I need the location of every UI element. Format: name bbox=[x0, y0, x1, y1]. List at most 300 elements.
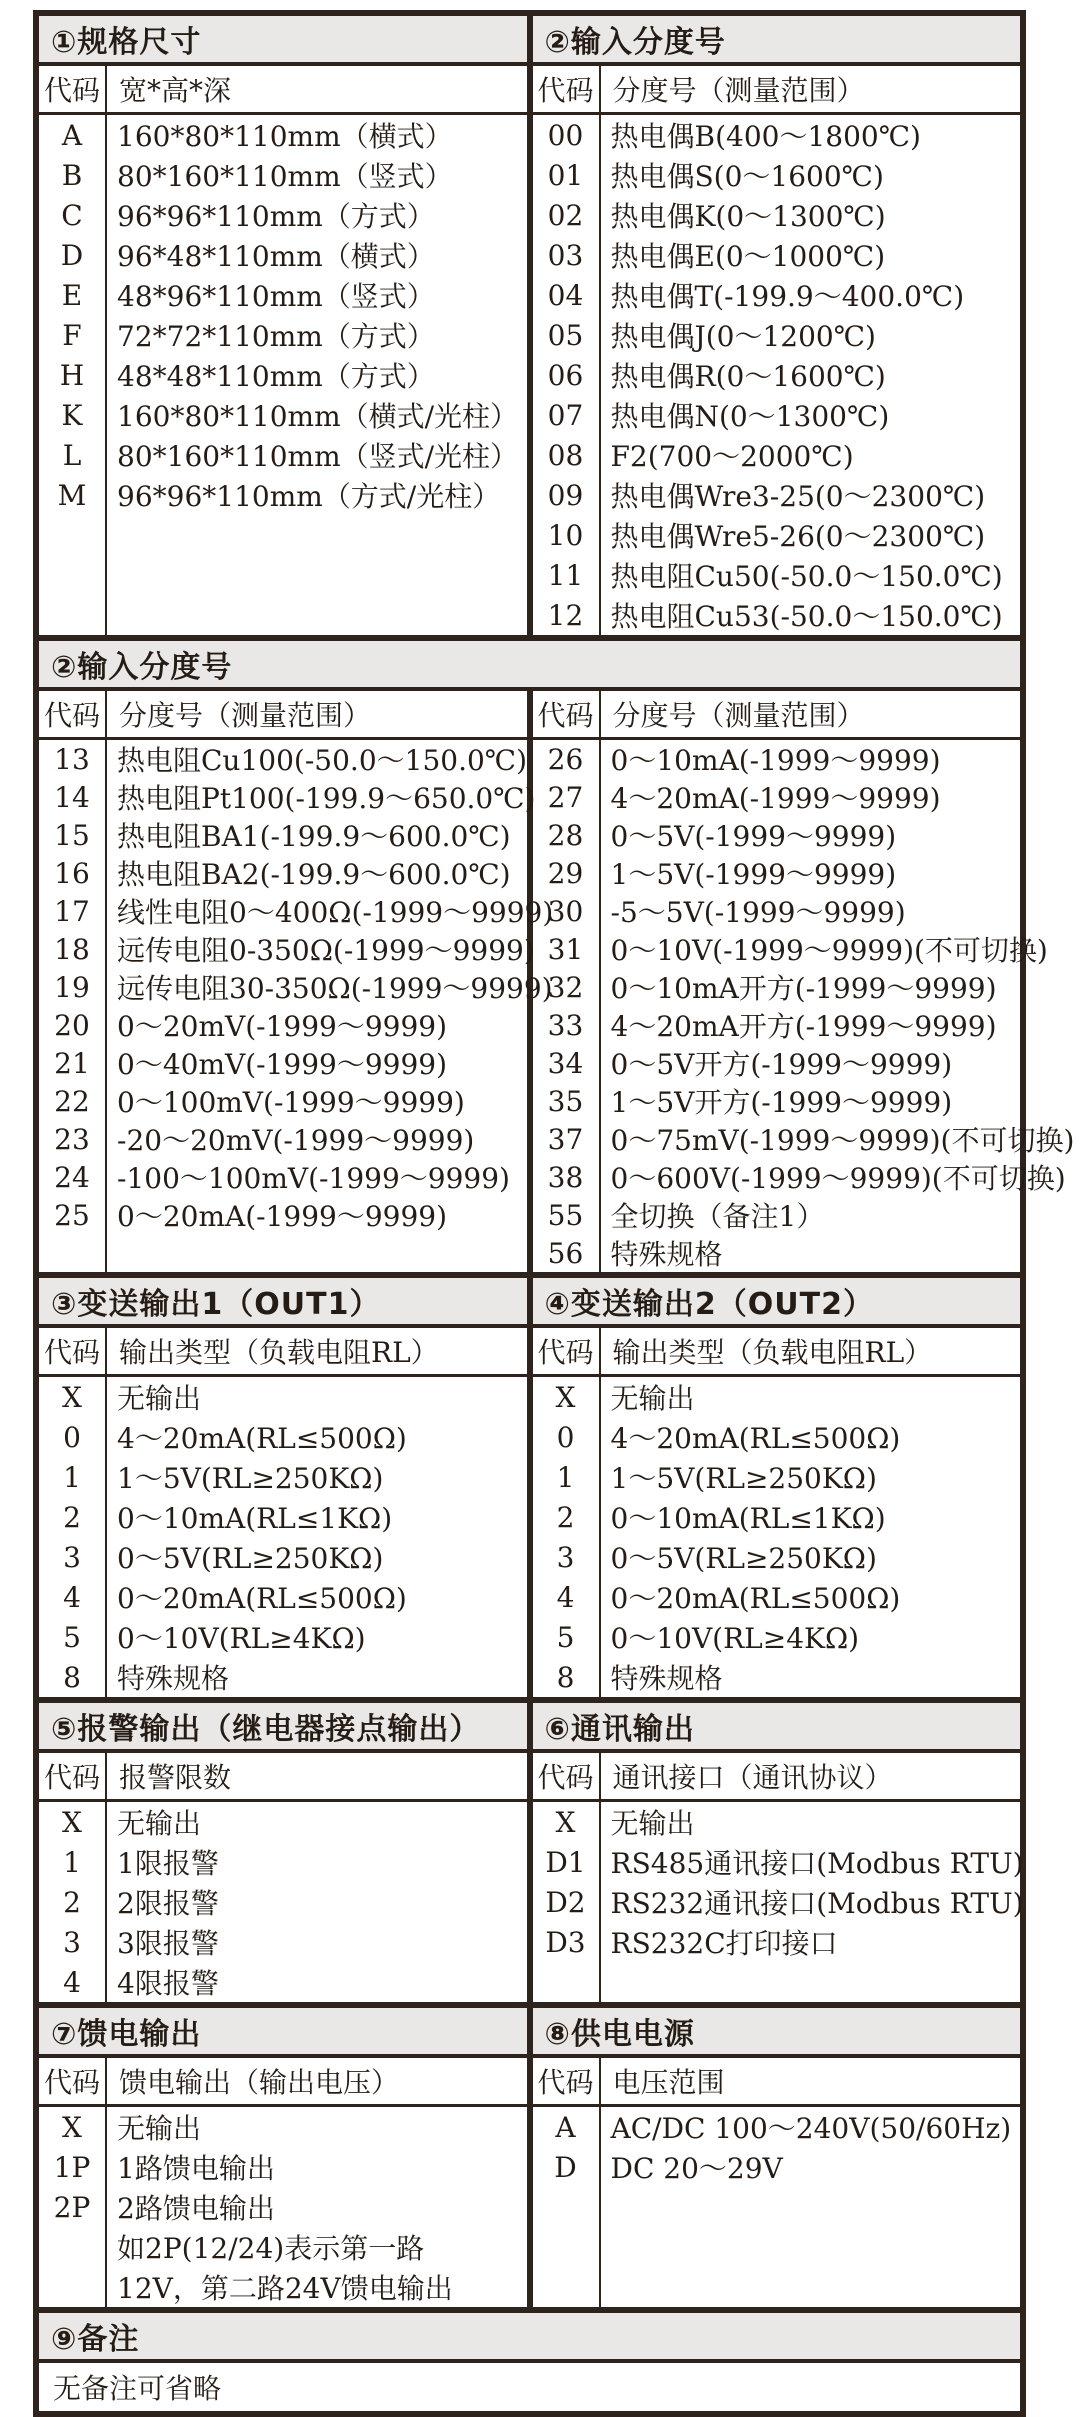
code-cell: 56 bbox=[547, 1236, 584, 1270]
table-row bbox=[39, 1457, 527, 1497]
column-header-row bbox=[39, 691, 527, 740]
section-spec bbox=[39, 16, 527, 635]
desc-cell: 热电偶J(0～1200℃) bbox=[610, 320, 876, 353]
code-cell: 1P bbox=[53, 2150, 91, 2184]
code-cell: 20 bbox=[54, 1008, 90, 1042]
code-cell: 33 bbox=[547, 1008, 584, 1042]
code-column-header: 代码 bbox=[533, 66, 601, 112]
section-input-part1 bbox=[527, 16, 1021, 635]
section-title-comm: ⑥通讯输出 bbox=[533, 1703, 1021, 1753]
table-row bbox=[39, 435, 527, 475]
table-row bbox=[533, 1196, 1021, 1234]
desc-cell: 0～10mA(RL≤1KΩ) bbox=[610, 1502, 886, 1535]
section-title-input1: ②输入分度号 bbox=[533, 16, 1021, 66]
column-header-row bbox=[39, 1753, 527, 1802]
table-row bbox=[39, 235, 527, 275]
desc-cell: 12V，第二路24V馈电输出 bbox=[117, 2272, 453, 2305]
code-cell: 17 bbox=[54, 894, 90, 928]
column-header-row bbox=[533, 2058, 1021, 2107]
table-row bbox=[533, 816, 1021, 854]
section-alarm bbox=[39, 1703, 527, 2002]
code-cell: 31 bbox=[547, 932, 584, 966]
section-feed bbox=[39, 2008, 527, 2307]
code-cell: 2 bbox=[63, 1500, 81, 1534]
column-header-row bbox=[39, 2058, 527, 2107]
code-cell: 13 bbox=[54, 742, 90, 776]
code-cell: 35 bbox=[547, 1084, 584, 1118]
code-cell: 29 bbox=[547, 856, 584, 890]
desc-cell: 0～5V开方(-1999～9999) bbox=[610, 1048, 953, 1081]
desc-cell: 全切换（备注1） bbox=[610, 1200, 825, 1233]
desc-cell: 0～20mV(-1999～9999) bbox=[117, 1010, 448, 1043]
table-row bbox=[39, 1417, 527, 1457]
note-text: 无备注可省略 bbox=[53, 2372, 222, 2405]
code-cell: 28 bbox=[547, 818, 584, 852]
table-row bbox=[39, 740, 527, 778]
table-row bbox=[39, 115, 527, 155]
code-column-header: 代码 bbox=[39, 2058, 107, 2104]
table-row bbox=[39, 1577, 527, 1617]
desc-cell: 4限报警 bbox=[117, 1967, 219, 2000]
desc-cell: 热电阻BA2(-199.9～600.0℃) bbox=[117, 858, 511, 891]
table-row bbox=[533, 1120, 1075, 1158]
code-cell: 2P bbox=[53, 2190, 91, 2224]
desc-column-header: 报警限数 bbox=[119, 1761, 232, 1794]
table-row bbox=[533, 435, 1021, 475]
code-cell: 03 bbox=[547, 238, 584, 272]
table-row bbox=[533, 1006, 1021, 1044]
desc-cell: AC/DC 100～240V(50/60Hz) bbox=[610, 2112, 1012, 2145]
code-cell: E bbox=[61, 278, 83, 312]
code-cell: 26 bbox=[547, 742, 584, 776]
table-row bbox=[533, 1882, 1024, 1922]
desc-cell: 4～20mA开方(-1999～9999) bbox=[610, 1010, 997, 1043]
desc-cell: 160*80*110mm（横式） bbox=[117, 120, 453, 153]
code-column-header: 代码 bbox=[533, 1753, 601, 1799]
table-row bbox=[39, 892, 554, 930]
table-row bbox=[533, 475, 1021, 515]
rows-feed bbox=[39, 2107, 527, 2307]
desc-cell: 0～10mA(-1999～9999) bbox=[610, 744, 941, 777]
desc-cell: 0～75mV(-1999～9999)(不可切换) bbox=[610, 1124, 1075, 1157]
table-row bbox=[39, 1617, 527, 1657]
table-row bbox=[39, 2227, 527, 2267]
rows-out1 bbox=[39, 1377, 527, 1697]
section-out2 bbox=[527, 1278, 1021, 1697]
code-cell: A bbox=[555, 2110, 576, 2144]
code-cell: 0 bbox=[556, 1420, 575, 1454]
code-cell: L bbox=[62, 438, 82, 472]
desc-cell: 特殊规格 bbox=[117, 1662, 230, 1695]
desc-cell: 0～600V(-1999～9999)(不可切换) bbox=[610, 1162, 1066, 1195]
code-cell: 22 bbox=[54, 1084, 90, 1118]
desc-cell: 热电偶B(400～1800℃) bbox=[610, 120, 921, 153]
rows-input1 bbox=[533, 115, 1021, 635]
band-input-continued bbox=[39, 635, 1075, 1272]
rows-out2 bbox=[533, 1377, 1021, 1697]
code-cell: 4 bbox=[556, 1580, 575, 1614]
desc-cell: 96*96*110mm（方式） bbox=[117, 200, 435, 233]
code-cell: 18 bbox=[54, 932, 90, 966]
code-cell: 8 bbox=[63, 1660, 81, 1694]
desc-cell: 远传电阻0-350Ω(-1999～9999) bbox=[117, 934, 535, 967]
desc-cell: 特殊规格 bbox=[610, 1662, 723, 1695]
band-feed-power bbox=[39, 2002, 1020, 2307]
column-header-row bbox=[533, 1753, 1021, 1802]
table-row bbox=[39, 2147, 527, 2187]
table-row bbox=[533, 275, 1021, 315]
desc-cell: RS232C打印接口 bbox=[610, 1927, 838, 1960]
table-row bbox=[533, 595, 1021, 635]
code-cell: 4 bbox=[63, 1965, 81, 1999]
section-title-out1: ③变送输出1（OUT1） bbox=[39, 1278, 527, 1328]
table-row bbox=[533, 1657, 1021, 1697]
code-cell: 01 bbox=[547, 158, 584, 192]
column-header-row bbox=[533, 1328, 1021, 1377]
desc-cell: 热电偶Wre3-25(0～2300℃) bbox=[610, 480, 986, 513]
desc-cell: -20～20mV(-1999～9999) bbox=[117, 1124, 475, 1157]
column-header-row bbox=[39, 1328, 527, 1377]
code-cell: 3 bbox=[556, 1540, 575, 1574]
table-row bbox=[533, 1082, 1021, 1120]
desc-column-header: 电压范围 bbox=[612, 2066, 725, 2099]
desc-cell: 无输出 bbox=[117, 1382, 202, 1415]
code-column-header: 代码 bbox=[39, 1328, 107, 1374]
desc-column-header: 宽*高*深 bbox=[119, 74, 232, 107]
table-row bbox=[533, 515, 1021, 555]
section-title-note: ⑨备注 bbox=[39, 2313, 1020, 2363]
table-row bbox=[533, 930, 1048, 968]
table-row bbox=[39, 1922, 527, 1962]
code-cell: 1 bbox=[63, 1460, 81, 1494]
table-row bbox=[39, 1842, 527, 1882]
desc-cell: 0～10V(RL≥4KΩ) bbox=[117, 1622, 366, 1655]
table-row bbox=[39, 1044, 527, 1082]
section-input-part2-right bbox=[527, 691, 1075, 1272]
desc-cell: 0～20mA(RL≤500Ω) bbox=[117, 1582, 407, 1615]
code-cell: 14 bbox=[54, 780, 90, 814]
table-row bbox=[39, 1962, 527, 2002]
desc-cell: 如2P(12/24)表示第一路 bbox=[117, 2232, 425, 2265]
code-cell: D3 bbox=[545, 1925, 586, 1959]
desc-cell: 无输出 bbox=[117, 2112, 202, 2145]
table-row bbox=[39, 315, 527, 355]
code-cell: M bbox=[57, 478, 87, 512]
code-cell: 06 bbox=[547, 358, 584, 392]
table-row bbox=[39, 778, 536, 816]
desc-cell: 无输出 bbox=[117, 1807, 202, 1840]
code-cell: D2 bbox=[545, 1885, 586, 1919]
desc-column-header: 分度号（测量范围） bbox=[612, 699, 865, 732]
desc-cell: 0～10mA开方(-1999～9999) bbox=[610, 972, 997, 1005]
table-row bbox=[533, 778, 1021, 816]
code-cell: 23 bbox=[54, 1122, 90, 1156]
table-row bbox=[39, 1537, 527, 1577]
code-cell: 19 bbox=[54, 970, 90, 1004]
code-cell: 25 bbox=[54, 1198, 90, 1232]
desc-column-header: 输出类型（负载电阻RL） bbox=[119, 1336, 439, 1369]
rows-spec bbox=[39, 115, 527, 635]
table-row bbox=[39, 155, 527, 195]
desc-cell: 0～5V(RL≥250KΩ) bbox=[117, 1542, 384, 1575]
desc-cell: 160*80*110mm（横式/光柱） bbox=[117, 400, 519, 433]
desc-cell: DC 20～29V bbox=[610, 2152, 783, 2185]
table-row bbox=[533, 395, 1021, 435]
desc-cell: 48*96*110mm（竖式） bbox=[117, 280, 435, 313]
code-cell: H bbox=[59, 358, 85, 392]
code-cell: 0 bbox=[63, 1420, 81, 1454]
desc-cell: 96*48*110mm（横式） bbox=[117, 240, 435, 273]
code-cell: 11 bbox=[547, 558, 584, 592]
table-row bbox=[533, 1802, 1021, 1842]
desc-cell: 热电偶S(0～1600℃) bbox=[610, 160, 884, 193]
table-row bbox=[533, 1497, 1021, 1537]
desc-cell: 热电阻Pt100(-199.9～650.0℃) bbox=[117, 782, 536, 815]
table-row bbox=[39, 1882, 527, 1922]
code-cell: 04 bbox=[547, 278, 584, 312]
table-row bbox=[39, 1802, 527, 1842]
table-row bbox=[533, 555, 1021, 595]
desc-column-header: 分度号（测量范围） bbox=[119, 699, 372, 732]
desc-cell: 1限报警 bbox=[117, 1847, 219, 1880]
code-cell: 34 bbox=[547, 1046, 584, 1080]
code-cell: 1 bbox=[556, 1460, 575, 1494]
desc-cell: 0～5V(-1999～9999) bbox=[610, 820, 897, 853]
table-row bbox=[39, 1006, 527, 1044]
code-cell: 15 bbox=[54, 818, 90, 852]
desc-column-header: 馈电输出（输出电压） bbox=[119, 2066, 400, 2099]
table-row bbox=[533, 892, 1021, 930]
code-cell: D bbox=[554, 2150, 577, 2184]
desc-cell: 1～5V(RL≥250KΩ) bbox=[117, 1462, 384, 1495]
desc-cell: 1～5V开方(-1999～9999) bbox=[610, 1086, 953, 1119]
rows-input2-right bbox=[533, 740, 1075, 1272]
desc-cell: 2限报警 bbox=[117, 1887, 219, 1920]
desc-cell: F2(700～2000℃) bbox=[610, 440, 854, 473]
table-row bbox=[533, 740, 1021, 778]
code-cell: 38 bbox=[547, 1160, 584, 1194]
code-cell: 3 bbox=[63, 1540, 81, 1574]
code-cell: 2 bbox=[556, 1500, 575, 1534]
desc-cell: 特殊规格 bbox=[610, 1238, 723, 1271]
desc-cell: 热电阻Cu50(-50.0～150.0℃) bbox=[610, 560, 1003, 593]
table-row bbox=[533, 1577, 1021, 1617]
desc-cell: 2路馈电输出 bbox=[117, 2192, 275, 2225]
column-header-row bbox=[39, 66, 527, 115]
rows-comm bbox=[533, 1802, 1024, 2002]
spec-table bbox=[33, 10, 1075, 2417]
desc-cell: 4～20mA(RL≤500Ω) bbox=[610, 1422, 901, 1455]
band-alarm-comm bbox=[39, 1697, 1024, 2002]
desc-cell: 0～40mV(-1999～9999) bbox=[117, 1048, 448, 1081]
code-cell: K bbox=[61, 398, 83, 432]
table-row bbox=[533, 1158, 1066, 1196]
column-header-row bbox=[533, 66, 1021, 115]
table-row bbox=[533, 1044, 1021, 1082]
section-out1 bbox=[39, 1278, 527, 1697]
desc-column-header: 通讯接口（通讯协议） bbox=[612, 1761, 893, 1794]
column-header-row bbox=[533, 691, 1021, 740]
code-cell: X bbox=[62, 1805, 82, 1839]
code-cell: 30 bbox=[547, 894, 584, 928]
code-cell: B bbox=[61, 158, 83, 192]
table-row bbox=[39, 816, 527, 854]
code-cell: 02 bbox=[547, 198, 584, 232]
table-row bbox=[39, 1377, 527, 1417]
code-cell: 08 bbox=[547, 438, 584, 472]
table-row bbox=[533, 195, 1021, 235]
table-row bbox=[39, 2107, 527, 2147]
code-cell: D1 bbox=[545, 1845, 586, 1879]
code-cell: 32 bbox=[547, 970, 584, 1004]
code-column-header: 代码 bbox=[533, 691, 601, 737]
code-cell: X bbox=[62, 1380, 82, 1414]
table-row bbox=[39, 275, 527, 315]
desc-cell: 48*48*110mm（方式） bbox=[117, 360, 435, 393]
desc-cell: RS232通讯接口(Modbus RTU) bbox=[610, 1887, 1024, 1920]
table-row bbox=[533, 854, 1021, 892]
table-row bbox=[39, 968, 553, 1006]
section-title-out2: ④变送输出2（OUT2） bbox=[533, 1278, 1021, 1328]
code-cell: 09 bbox=[547, 478, 584, 512]
table-row bbox=[533, 1617, 1021, 1657]
section-title-feed: ⑦馈电输出 bbox=[39, 2008, 527, 2058]
section-comm bbox=[527, 1703, 1024, 2002]
desc-cell: 热电偶Wre5-26(0～2300℃) bbox=[610, 520, 986, 553]
table-row bbox=[39, 2187, 527, 2227]
table-row bbox=[533, 155, 1021, 195]
desc-cell: 4～20mA(RL≤500Ω) bbox=[117, 1422, 407, 1455]
table-row bbox=[39, 854, 527, 892]
section-title-spec: ①规格尺寸 bbox=[39, 16, 527, 66]
desc-cell: 热电偶K(0～1300℃) bbox=[610, 200, 886, 233]
table-row bbox=[533, 355, 1021, 395]
section-title-input2: ②输入分度号 bbox=[39, 641, 1020, 691]
band-spec-input bbox=[39, 16, 1020, 635]
desc-cell: 热电阻BA1(-199.9～600.0℃) bbox=[117, 820, 511, 853]
code-cell: 00 bbox=[547, 118, 584, 152]
section-input-part2-left bbox=[39, 691, 554, 1272]
table-row bbox=[39, 475, 527, 515]
desc-cell: 热电偶E(0～1000℃) bbox=[610, 240, 886, 273]
code-cell: 27 bbox=[547, 780, 584, 814]
table-row bbox=[533, 1417, 1021, 1457]
table-row bbox=[39, 1082, 527, 1120]
desc-cell: 1～5V(-1999～9999) bbox=[610, 858, 897, 891]
code-column-header: 代码 bbox=[533, 1328, 601, 1374]
desc-cell: 0～10V(RL≥4KΩ) bbox=[610, 1622, 860, 1655]
code-column-header: 代码 bbox=[39, 1753, 107, 1799]
code-cell: 2 bbox=[63, 1885, 81, 1919]
table-row bbox=[39, 1196, 527, 1234]
desc-cell: -100～100mV(-1999～9999) bbox=[117, 1162, 510, 1195]
table-row bbox=[39, 1657, 527, 1697]
table-row bbox=[533, 1234, 1021, 1272]
table-row bbox=[533, 1842, 1024, 1882]
desc-cell: 0～10V(-1999～9999)(不可切换) bbox=[610, 934, 1048, 967]
desc-cell: 0～10mA(RL≤1KΩ) bbox=[117, 1502, 393, 1535]
table-row bbox=[533, 1922, 1021, 1962]
desc-cell: -5～5V(-1999～9999) bbox=[610, 896, 906, 929]
rows-alarm bbox=[39, 1802, 527, 2002]
desc-cell: 热电偶R(0～1600℃) bbox=[610, 360, 886, 393]
code-cell: X bbox=[555, 1380, 576, 1414]
code-cell: F bbox=[62, 318, 82, 352]
code-cell: 12 bbox=[547, 598, 584, 632]
table-row bbox=[39, 2267, 527, 2307]
desc-cell: 1～5V(RL≥250KΩ) bbox=[610, 1462, 877, 1495]
section-title-power: ⑧供电电源 bbox=[533, 2008, 1021, 2058]
code-cell: 1 bbox=[63, 1845, 81, 1879]
code-cell: X bbox=[555, 1805, 576, 1839]
desc-cell: 0～20mA(RL≤500Ω) bbox=[610, 1582, 901, 1615]
code-cell: 4 bbox=[63, 1580, 81, 1614]
table-row bbox=[39, 195, 527, 235]
table-row bbox=[533, 315, 1021, 355]
desc-cell: 0～20mA(-1999～9999) bbox=[117, 1200, 448, 1233]
code-cell: C bbox=[61, 198, 83, 232]
band-transmit-outputs bbox=[39, 1272, 1020, 1697]
table-row bbox=[533, 1537, 1021, 1577]
desc-cell: 72*72*110mm（方式） bbox=[117, 320, 435, 353]
code-cell: 05 bbox=[547, 318, 584, 352]
rows-power bbox=[533, 2107, 1021, 2307]
desc-cell: 远传电阻30-350Ω(-1999～9999) bbox=[117, 972, 553, 1005]
desc-cell: 无输出 bbox=[610, 1807, 695, 1840]
table-row bbox=[39, 395, 527, 435]
code-cell: 8 bbox=[556, 1660, 575, 1694]
desc-cell: 热电偶N(0～1300℃) bbox=[610, 400, 890, 433]
code-cell: 3 bbox=[63, 1925, 81, 1959]
desc-cell: 3限报警 bbox=[117, 1927, 219, 1960]
desc-cell: 线性电阻0～400Ω(-1999～9999) bbox=[117, 896, 554, 929]
section-power bbox=[527, 2008, 1021, 2307]
section-title-alarm: ⑤报警输出（继电器接点输出） bbox=[39, 1703, 527, 1753]
desc-cell: 热电阻Cu100(-50.0～150.0℃) bbox=[117, 744, 528, 777]
code-cell: 16 bbox=[54, 856, 90, 890]
desc-cell: 4～20mA(-1999～9999) bbox=[610, 782, 941, 815]
desc-cell: 0～100mV(-1999～9999) bbox=[117, 1086, 465, 1119]
band-note bbox=[39, 2307, 1020, 2411]
code-cell: 10 bbox=[547, 518, 584, 552]
table-row bbox=[533, 1457, 1021, 1497]
desc-cell: 80*160*110mm（竖式） bbox=[117, 160, 453, 193]
table-row bbox=[39, 1120, 527, 1158]
code-cell: X bbox=[62, 2110, 82, 2144]
table-row bbox=[533, 115, 1021, 155]
desc-cell: 无输出 bbox=[610, 1382, 695, 1415]
desc-cell: 热电阻Cu53(-50.0～150.0℃) bbox=[610, 600, 1003, 633]
table-row bbox=[533, 968, 1021, 1006]
code-cell: 55 bbox=[547, 1198, 584, 1232]
code-column-header: 代码 bbox=[39, 66, 107, 112]
table-row bbox=[39, 930, 535, 968]
desc-cell: 热电偶T(-199.9～400.0℃) bbox=[610, 280, 965, 313]
code-column-header: 代码 bbox=[533, 2058, 601, 2104]
code-cell: 21 bbox=[54, 1046, 90, 1080]
desc-cell: 96*96*110mm（方式/光柱） bbox=[117, 480, 501, 513]
code-column-header: 代码 bbox=[39, 691, 107, 737]
table-row bbox=[533, 1377, 1021, 1417]
code-cell: 5 bbox=[63, 1620, 81, 1654]
table-row bbox=[533, 235, 1021, 275]
code-cell: A bbox=[61, 118, 83, 152]
code-cell: 24 bbox=[54, 1160, 90, 1194]
desc-cell: 80*160*110mm（竖式/光柱） bbox=[117, 440, 519, 473]
desc-column-header: 输出类型（负载电阻RL） bbox=[612, 1336, 933, 1369]
desc-column-header: 分度号（测量范围） bbox=[612, 74, 865, 107]
table-row bbox=[39, 1158, 527, 1196]
